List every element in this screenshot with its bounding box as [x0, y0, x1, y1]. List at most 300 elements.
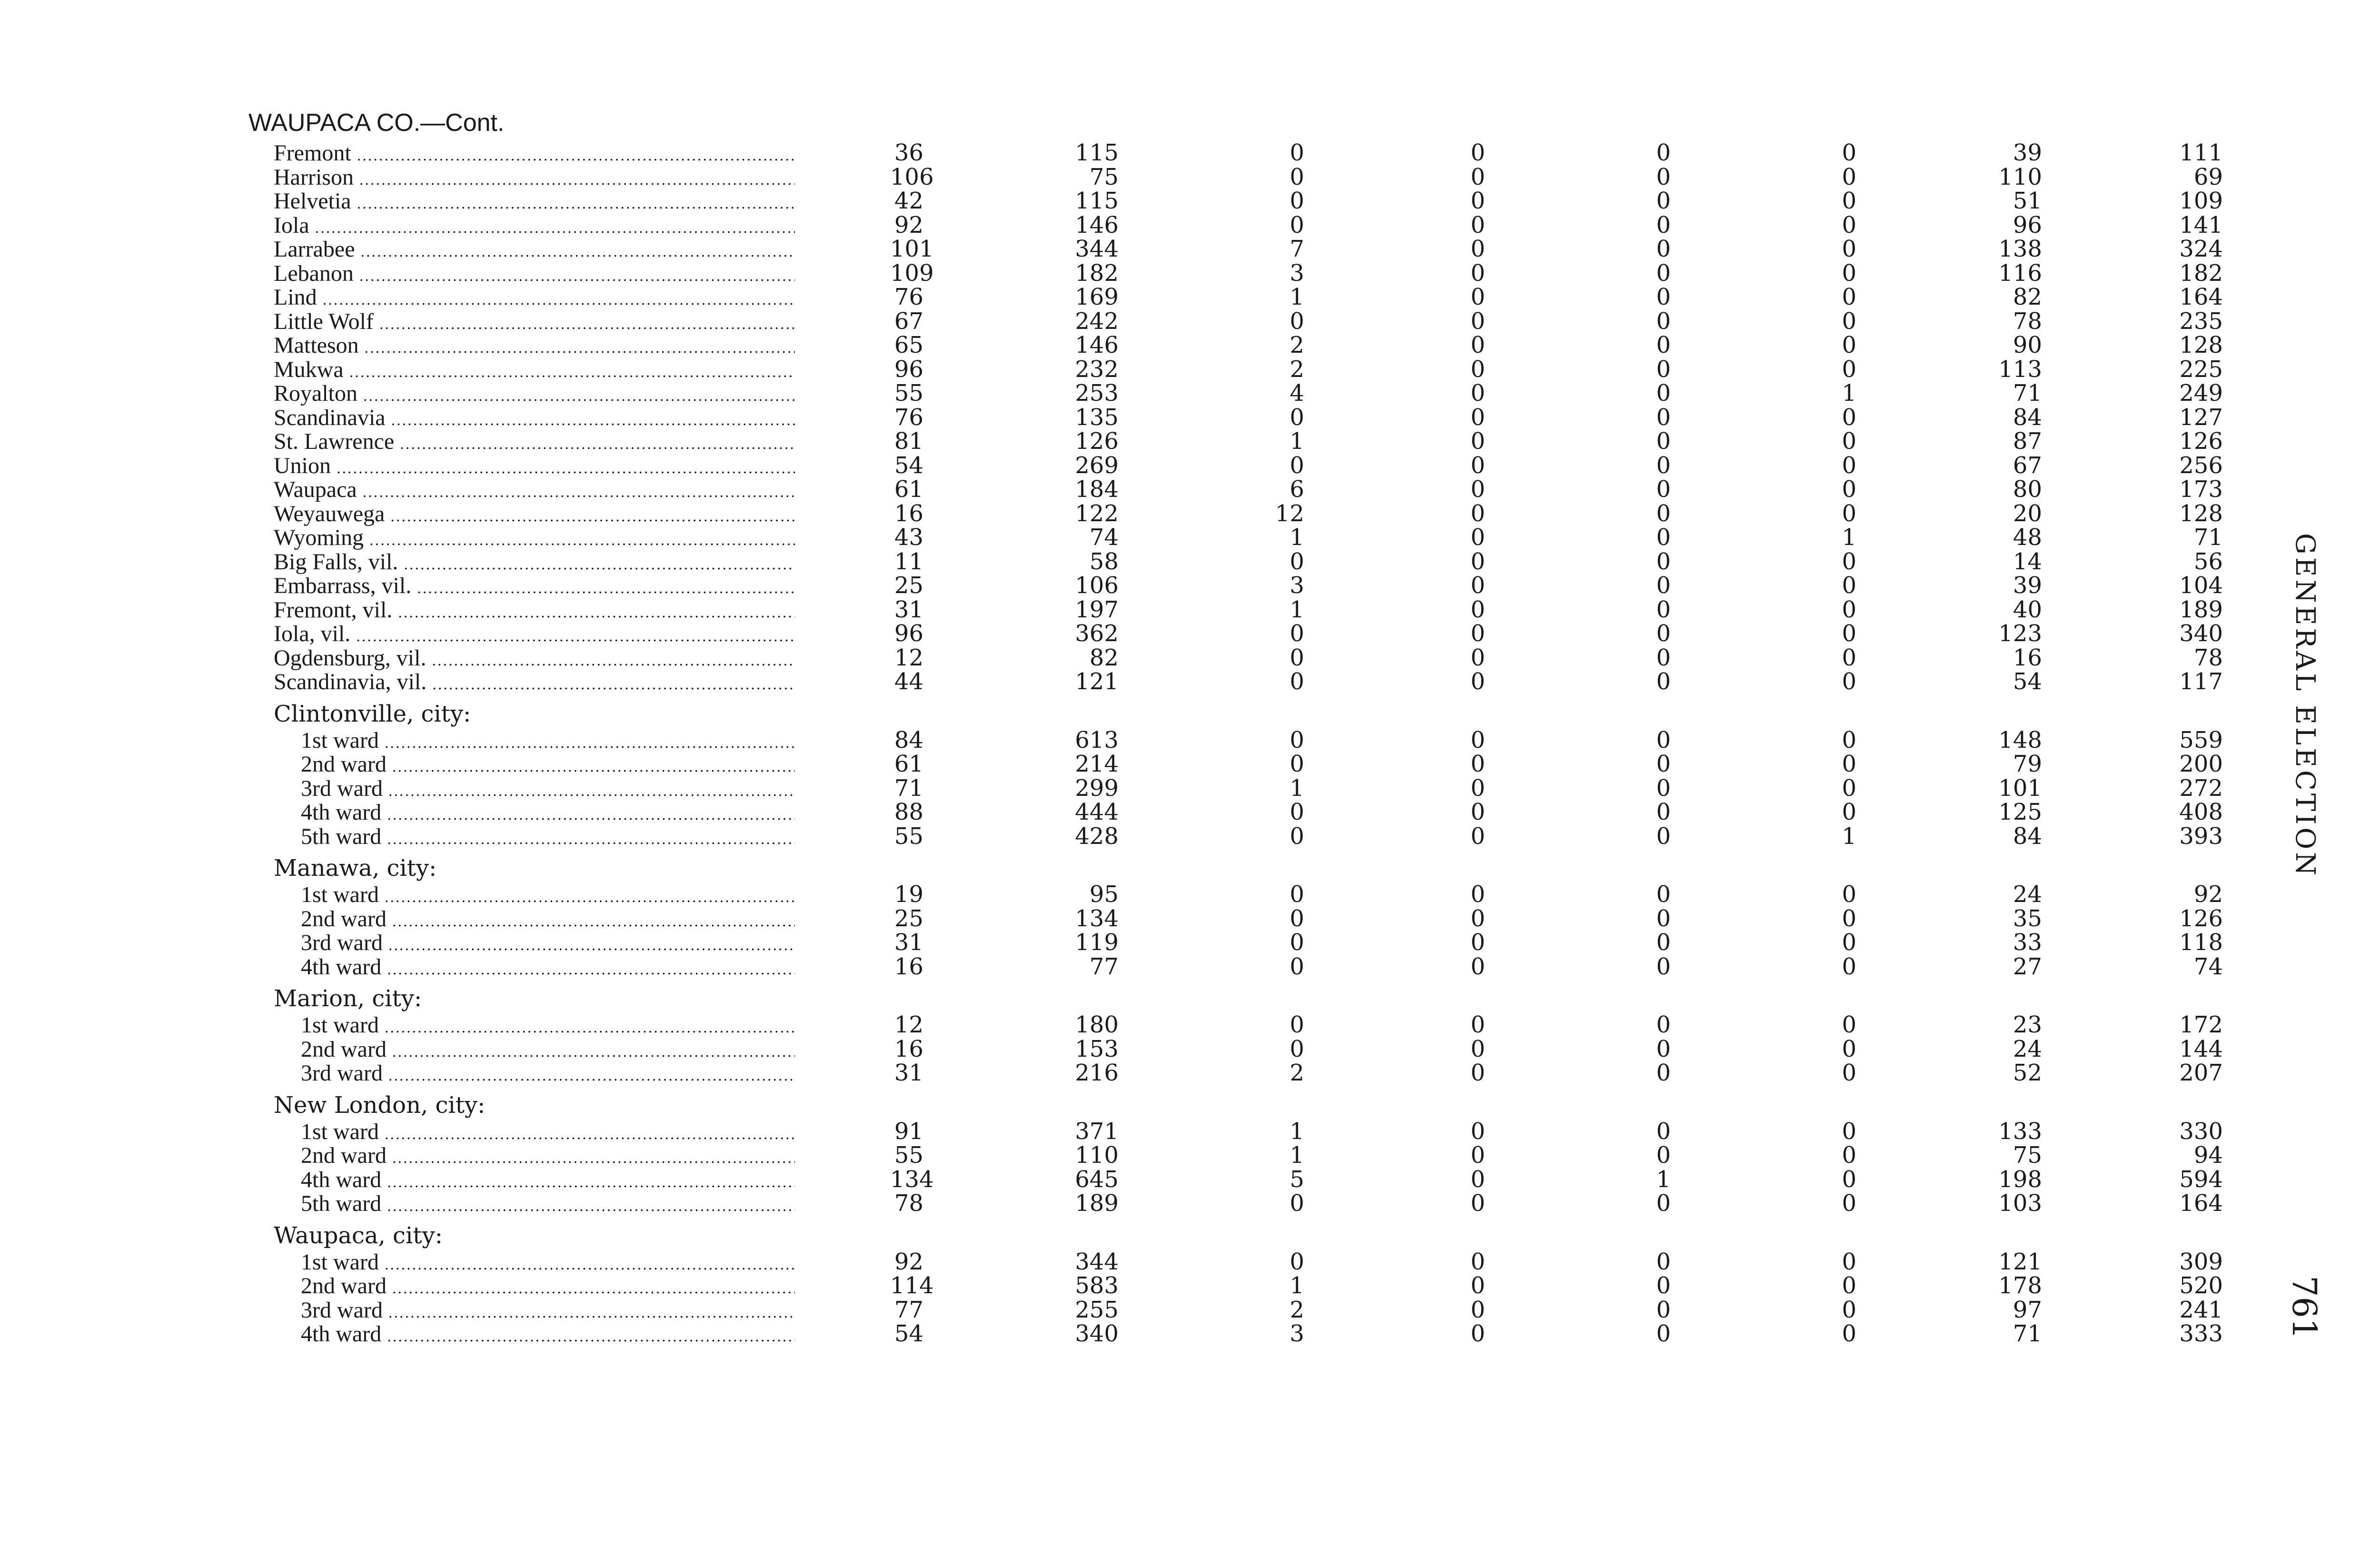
value-cell: 613	[1075, 726, 1119, 753]
value-cell: 330	[2179, 1118, 2223, 1145]
value-cell: 182	[2179, 259, 2223, 287]
value-cell: 133	[1998, 1118, 2042, 1145]
table-row	[0, 1250, 2380, 1274]
value-cell: 2	[1289, 356, 1304, 383]
value-cell: 94	[2193, 1142, 2223, 1169]
value-cell: 0	[1656, 404, 1671, 431]
row-label: 3rd ward	[301, 776, 383, 801]
value-cell: 0	[1842, 188, 1856, 214]
table-row	[0, 1274, 2380, 1298]
value-cell: 101	[890, 236, 934, 262]
value-cell: 0	[1470, 881, 1485, 908]
value-cell: 344	[1075, 1248, 1119, 1275]
value-cell: 82	[1089, 644, 1119, 671]
value-cell: 16	[894, 1035, 923, 1062]
value-cell: 269	[1075, 452, 1119, 479]
row-label: 4th ward	[301, 954, 382, 980]
value-cell: 216	[1075, 1060, 1119, 1086]
row-name	[301, 1120, 795, 1147]
row-name	[274, 406, 795, 433]
group-heading: Waupaca, city:	[274, 1222, 443, 1249]
value-cell: 97	[2013, 1296, 2042, 1323]
value-cell: 0	[1842, 500, 1856, 527]
table-row	[0, 502, 2380, 525]
row-name	[301, 824, 795, 852]
row-label: 3rd ward	[301, 1061, 383, 1086]
row-name	[274, 165, 795, 192]
value-cell: 71	[2193, 524, 2223, 551]
value-cell: 25	[894, 905, 923, 932]
value-cell: 0	[1656, 236, 1671, 262]
value-cell: 0	[1656, 524, 1671, 551]
value-cell: 84	[2013, 823, 2042, 850]
row-label: Mukwa	[274, 357, 344, 382]
value-cell: 52	[2013, 1060, 2042, 1086]
row-label: St. Lawrence	[274, 429, 395, 454]
value-cell: 225	[2179, 356, 2223, 383]
value-cell: 169	[1075, 284, 1119, 310]
value-cell: 118	[2179, 929, 2223, 956]
row-label: 3rd ward	[301, 931, 383, 955]
row-label: Waupaca	[274, 477, 357, 502]
value-cell: 127	[2179, 404, 2223, 431]
value-cell: 96	[2013, 211, 2042, 238]
value-cell: 0	[1470, 188, 1485, 214]
value-cell: 520	[2179, 1272, 2223, 1299]
value-cell: 101	[1998, 774, 2042, 802]
value-cell: 0	[1656, 823, 1671, 850]
value-cell: 184	[1075, 476, 1119, 503]
value-cell: 0	[1842, 774, 1856, 802]
value-cell: 111	[2179, 139, 2223, 166]
row-label: 4th ward	[301, 1167, 382, 1192]
value-cell: 256	[2179, 452, 2223, 479]
table-row	[0, 728, 2380, 752]
value-cell: 0	[1656, 1011, 1671, 1038]
row-name	[301, 1191, 795, 1219]
table-row	[0, 1191, 2380, 1215]
table-row	[0, 1061, 2380, 1085]
row-label: Matteson	[274, 333, 359, 358]
row-label: 2nd ward	[301, 1037, 387, 1062]
value-cell: 0	[1470, 953, 1485, 980]
value-cell: 0	[1656, 1190, 1671, 1217]
table-row	[0, 381, 2380, 405]
value-cell: 235	[2179, 307, 2223, 335]
row-label: Lebanon	[274, 261, 354, 286]
value-cell: 0	[1842, 259, 1856, 287]
value-cell: 0	[1842, 620, 1856, 647]
value-cell: 1	[1289, 1118, 1304, 1145]
row-label: 2nd ward	[301, 1143, 387, 1168]
value-cell: 27	[2013, 953, 2042, 980]
value-cell: 0	[1289, 548, 1304, 575]
value-cell: 141	[2179, 211, 2223, 238]
table-row	[0, 955, 2380, 979]
value-cell: 172	[2179, 1011, 2223, 1038]
row-name	[274, 381, 795, 408]
value-cell: 81	[894, 428, 923, 455]
value-cell: 0	[1842, 476, 1856, 503]
value-cell: 78	[2013, 307, 2042, 335]
value-cell: 84	[2013, 404, 2042, 431]
value-cell: 31	[894, 596, 923, 623]
value-cell: 0	[1289, 751, 1304, 777]
row-name	[274, 141, 795, 168]
value-cell: 0	[1470, 524, 1485, 551]
row-name	[274, 429, 795, 456]
table-row	[0, 1298, 2380, 1322]
table-row	[0, 525, 2380, 549]
value-cell: 23	[2013, 1011, 2042, 1038]
value-cell: 253	[1075, 380, 1119, 406]
row-name	[274, 213, 795, 240]
value-cell: 0	[1842, 404, 1856, 431]
value-cell: 444	[1075, 799, 1119, 825]
value-cell: 146	[1075, 332, 1119, 358]
value-cell: 153	[1075, 1035, 1119, 1062]
value-cell: 645	[1075, 1166, 1119, 1193]
value-cell: 106	[1075, 572, 1119, 599]
value-cell: 71	[894, 774, 923, 802]
value-cell: 0	[1470, 823, 1485, 850]
value-cell: 35	[2013, 905, 2042, 932]
value-cell: 0	[1842, 1248, 1856, 1275]
row-label: Fremont	[274, 141, 351, 166]
table-row	[0, 237, 2380, 261]
value-cell: 0	[1656, 356, 1671, 383]
value-cell: 0	[1289, 644, 1304, 671]
value-cell: 0	[1656, 332, 1671, 358]
table-row	[0, 1168, 2380, 1191]
table-row	[0, 406, 2380, 429]
value-cell: 0	[1289, 905, 1304, 932]
table-row	[0, 1120, 2380, 1143]
value-cell: 110	[1075, 1142, 1119, 1169]
value-cell: 0	[1289, 620, 1304, 647]
value-cell: 0	[1656, 799, 1671, 825]
value-cell: 67	[2013, 452, 2042, 479]
value-cell: 0	[1842, 139, 1856, 166]
table-row	[0, 1037, 2380, 1061]
row-name	[301, 776, 795, 803]
value-cell: 128	[2179, 332, 2223, 358]
value-cell: 0	[1470, 307, 1485, 335]
value-cell: 272	[2179, 774, 2223, 802]
value-cell: 58	[1089, 548, 1119, 575]
value-cell: 12	[1275, 500, 1304, 527]
value-cell: 24	[2013, 1035, 2042, 1062]
value-cell: 0	[1470, 380, 1485, 406]
value-cell: 56	[2193, 548, 2223, 575]
value-cell: 126	[2179, 428, 2223, 455]
value-cell: 0	[1842, 428, 1856, 455]
value-cell: 54	[894, 1320, 923, 1347]
value-cell: 3	[1289, 572, 1304, 599]
value-cell: 0	[1470, 905, 1485, 932]
row-name	[301, 882, 795, 910]
value-cell: 0	[1842, 1272, 1856, 1299]
row-name	[274, 550, 795, 577]
row-name	[274, 502, 795, 529]
value-cell: 0	[1656, 1060, 1671, 1086]
table-row	[0, 309, 2380, 333]
value-cell: 0	[1656, 500, 1671, 527]
value-cell: 3	[1289, 1320, 1304, 1347]
value-cell: 0	[1656, 259, 1671, 287]
value-cell: 198	[1998, 1166, 2042, 1193]
value-cell: 340	[1075, 1320, 1119, 1347]
value-cell: 200	[2179, 751, 2223, 777]
value-cell: 1	[1289, 1272, 1304, 1299]
value-cell: 82	[2013, 284, 2042, 310]
value-cell: 0	[1656, 620, 1671, 647]
value-cell: 16	[2013, 644, 2042, 671]
value-cell: 1	[1289, 428, 1304, 455]
value-cell: 90	[2013, 332, 2042, 358]
value-cell: 71	[2013, 380, 2042, 406]
value-cell: 0	[1470, 596, 1485, 623]
value-cell: 55	[894, 823, 923, 850]
county-heading: WAUPACA CO.—Cont.	[248, 109, 505, 137]
row-name	[301, 1298, 795, 1325]
row-label: 1st ward	[301, 1013, 379, 1038]
value-cell: 0	[1656, 428, 1671, 455]
row-name	[274, 189, 795, 216]
value-cell: 0	[1842, 881, 1856, 908]
value-cell: 55	[894, 380, 923, 406]
value-cell: 20	[2013, 500, 2042, 527]
value-cell: 1	[1656, 1166, 1671, 1193]
value-cell: 1	[1289, 774, 1304, 802]
value-cell: 115	[1075, 188, 1119, 214]
value-cell: 0	[1470, 500, 1485, 527]
group-heading: Manawa, city:	[274, 855, 437, 882]
row-label: 4th ward	[301, 1322, 382, 1347]
value-cell: 0	[1842, 799, 1856, 825]
table-row	[0, 213, 2380, 237]
value-cell: 393	[2179, 823, 2223, 850]
value-cell: 122	[1075, 500, 1119, 527]
value-cell: 0	[1842, 929, 1856, 956]
value-cell: 371	[1075, 1118, 1119, 1145]
value-cell: 241	[2179, 1296, 2223, 1323]
row-name	[274, 525, 795, 553]
value-cell: 0	[1470, 332, 1485, 358]
value-cell: 0	[1470, 139, 1485, 166]
value-cell: 1	[1289, 596, 1304, 623]
value-cell: 33	[2013, 929, 2042, 956]
row-label: Scandinavia	[274, 405, 386, 430]
value-cell: 146	[1075, 211, 1119, 238]
row-label: 4th ward	[301, 800, 382, 825]
value-cell: 92	[894, 211, 923, 238]
value-cell: 31	[894, 929, 923, 956]
value-cell: 106	[890, 163, 934, 190]
value-cell: 0	[1842, 953, 1856, 980]
value-cell: 0	[1656, 596, 1671, 623]
value-cell: 0	[1289, 452, 1304, 479]
value-cell: 1	[1289, 284, 1304, 310]
value-cell: 0	[1470, 751, 1485, 777]
row-label: Royalton	[274, 381, 357, 406]
value-cell: 114	[890, 1272, 934, 1299]
value-cell: 67	[894, 307, 923, 335]
row-label: 3rd ward	[301, 1298, 383, 1323]
value-cell: 0	[1842, 1142, 1856, 1169]
value-cell: 0	[1470, 1320, 1485, 1347]
value-cell: 24	[2013, 881, 2042, 908]
value-cell: 75	[2013, 1142, 2042, 1169]
value-cell: 78	[2193, 644, 2223, 671]
value-cell: 324	[2179, 236, 2223, 262]
value-cell: 594	[2179, 1166, 2223, 1193]
value-cell: 14	[2013, 548, 2042, 575]
value-cell: 0	[1470, 356, 1485, 383]
row-name	[274, 333, 795, 360]
value-cell: 0	[1289, 726, 1304, 753]
value-cell: 0	[1656, 751, 1671, 777]
value-cell: 0	[1470, 929, 1485, 956]
value-cell: 109	[2179, 188, 2223, 214]
value-cell: 214	[1075, 751, 1119, 777]
value-cell: 134	[890, 1166, 934, 1193]
value-cell: 36	[894, 139, 923, 166]
value-cell: 0	[1289, 139, 1304, 166]
row-label: 5th ward	[301, 1191, 382, 1216]
value-cell: 39	[2013, 139, 2042, 166]
table-row	[0, 646, 2380, 670]
value-cell: 0	[1656, 307, 1671, 335]
row-name	[301, 931, 795, 958]
value-cell: 138	[1998, 236, 2042, 262]
value-cell: 309	[2179, 1248, 2223, 1275]
value-cell: 197	[1075, 596, 1119, 623]
value-cell: 96	[894, 620, 923, 647]
row-label: 2nd ward	[301, 752, 387, 777]
value-cell: 583	[1075, 1272, 1119, 1299]
value-cell: 299	[1075, 774, 1119, 802]
value-cell: 0	[1470, 726, 1485, 753]
value-cell: 119	[1075, 929, 1119, 956]
table-row	[0, 1143, 2380, 1167]
value-cell: 16	[894, 500, 923, 527]
table-row	[0, 824, 2380, 848]
value-cell: 65	[894, 332, 923, 358]
table-row	[0, 931, 2380, 954]
value-cell: 25	[894, 572, 923, 599]
value-cell: 0	[1470, 1035, 1485, 1062]
value-cell: 0	[1842, 236, 1856, 262]
value-cell: 54	[2013, 668, 2042, 695]
value-cell: 189	[1075, 1190, 1119, 1217]
value-cell: 0	[1842, 1060, 1856, 1086]
value-cell: 0	[1656, 380, 1671, 406]
group-heading: Marion, city:	[274, 985, 422, 1012]
value-cell: 0	[1289, 1248, 1304, 1275]
row-name	[301, 728, 795, 755]
row-name	[301, 1250, 795, 1277]
value-cell: 0	[1470, 404, 1485, 431]
value-cell: 0	[1656, 953, 1671, 980]
value-cell: 44	[894, 668, 923, 695]
value-cell: 362	[1075, 620, 1119, 647]
value-cell: 0	[1656, 1248, 1671, 1275]
value-cell: 0	[1656, 881, 1671, 908]
value-cell: 0	[1289, 823, 1304, 850]
value-cell: 0	[1842, 596, 1856, 623]
value-cell: 0	[1470, 1296, 1485, 1323]
value-cell: 0	[1842, 284, 1856, 310]
value-cell: 19	[894, 881, 923, 908]
value-cell: 0	[1470, 1272, 1485, 1299]
row-name	[274, 646, 795, 673]
value-cell: 0	[1656, 1296, 1671, 1323]
row-name	[274, 237, 795, 264]
value-cell: 0	[1842, 572, 1856, 599]
value-cell: 0	[1470, 1011, 1485, 1038]
value-cell: 0	[1470, 548, 1485, 575]
table-row	[0, 454, 2380, 477]
value-cell: 126	[2179, 905, 2223, 932]
table-row	[0, 574, 2380, 597]
table-row	[0, 141, 2380, 165]
row-name	[301, 752, 795, 779]
row-name	[274, 574, 795, 601]
value-cell: 0	[1289, 953, 1304, 980]
value-cell: 0	[1842, 1035, 1856, 1062]
value-cell: 0	[1470, 644, 1485, 671]
value-cell: 1	[1289, 1142, 1304, 1169]
value-cell: 123	[1998, 620, 2042, 647]
row-label: Fremont, vil.	[274, 597, 393, 623]
row-label: Wyoming	[274, 525, 364, 550]
value-cell: 87	[2013, 428, 2042, 455]
value-cell: 0	[1470, 799, 1485, 825]
row-name	[274, 261, 795, 288]
table-row	[0, 907, 2380, 931]
row-name	[301, 1274, 795, 1301]
value-cell: 0	[1656, 188, 1671, 214]
value-cell: 103	[1998, 1190, 2042, 1217]
table-row	[0, 333, 2380, 357]
value-cell: 121	[1998, 1248, 2042, 1275]
value-cell: 96	[894, 356, 923, 383]
value-cell: 0	[1842, 1296, 1856, 1323]
value-cell: 1	[1842, 823, 1856, 850]
value-cell: 75	[1089, 163, 1119, 190]
value-cell: 0	[1289, 881, 1304, 908]
value-cell: 0	[1289, 1190, 1304, 1217]
group-heading: Clintonville, city:	[274, 700, 471, 727]
value-cell: 0	[1289, 307, 1304, 335]
value-cell: 1	[1842, 380, 1856, 406]
value-cell: 76	[894, 404, 923, 431]
value-cell: 71	[2013, 1320, 2042, 1347]
value-cell: 178	[1998, 1272, 2042, 1299]
value-cell: 0	[1842, 644, 1856, 671]
value-cell: 0	[1842, 668, 1856, 695]
value-cell: 164	[2179, 1190, 2223, 1217]
value-cell: 144	[2179, 1035, 2223, 1062]
value-cell: 0	[1289, 799, 1304, 825]
value-cell: 242	[1075, 307, 1119, 335]
row-label: Union	[274, 453, 331, 478]
value-cell: 189	[2179, 596, 2223, 623]
value-cell: 126	[1075, 428, 1119, 455]
row-name	[301, 1322, 795, 1349]
row-label: 2nd ward	[301, 906, 387, 932]
